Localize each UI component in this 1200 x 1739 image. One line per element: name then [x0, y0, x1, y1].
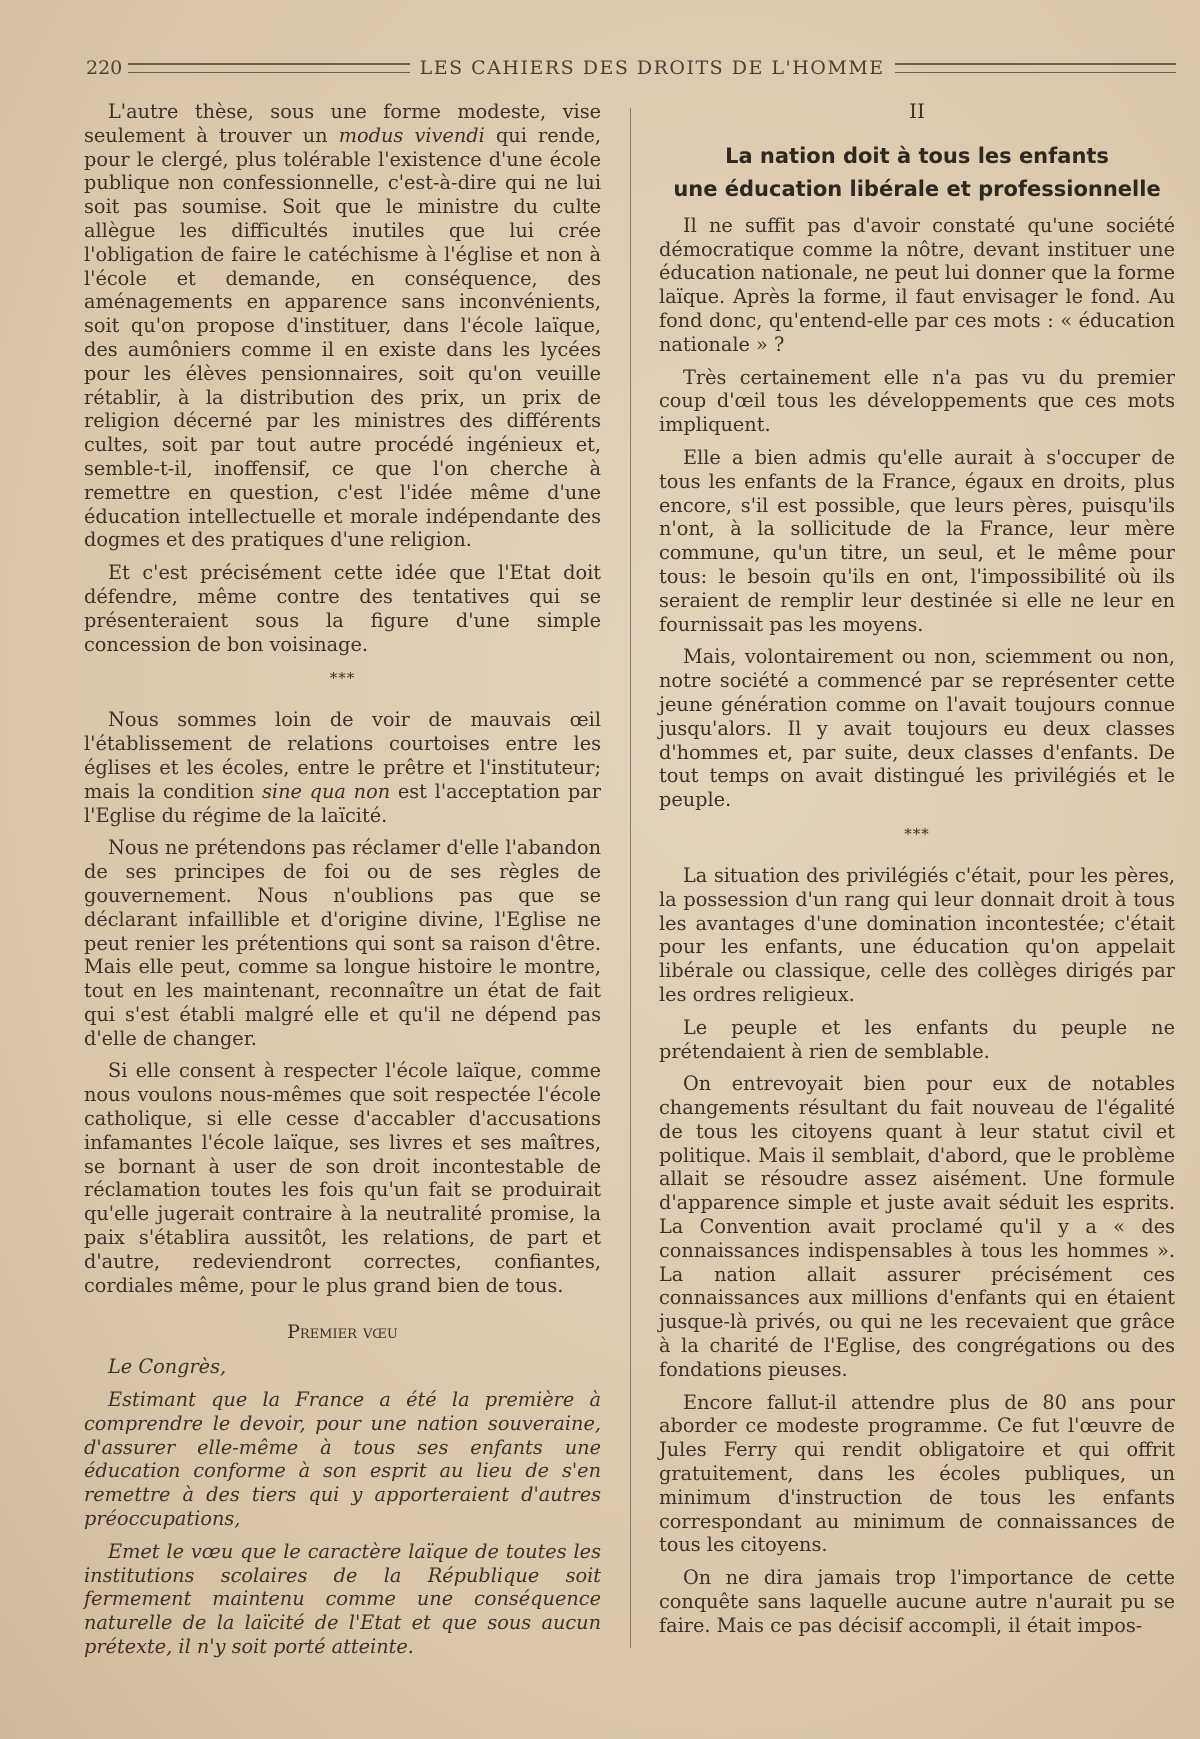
paragraph: On ne dira jamais trop l'importance de cette conquête sans laquelle aucune autre n'aurait pu se faire. Mais ce pas décisif accompli, il était impos- [659, 1566, 1175, 1637]
paragraph: L'autre thèse, sous une forme modeste, vise seulement à trouver un modus vivendi qui rende, pour le clergé, plus tolérable l'existence d'une école publique non confessionnelle, c'est-à-dire qui ne lui soit pas soumise. Soit que le ministre du culte allègue les difficultés inutiles que lui crée l'obligation de faire le catéchisme à l'église et non à l'école et demande, en conséquence, des aménagements en apparence sans inconvénients, soit qu'on propose d'instituer, dans l'école laïque, des aumôniers comme il en existe dans les lycées pour les élèves pensionnaires, soit qu'on veuille rétablir, à la distribution des prix, un prix de religion décerné par les ministres des différents cultes, soit par tout autre procédé ingénieux et, semble-t-il, inoffensif, ce que l'on cherche à remettre en question, c'est l'idée même d'une éducation intellectuelle et morale indépendante des dogmes et des pratiques d'une religion. [84, 100, 601, 552]
section-title [659, 140, 1175, 206]
paragraph: Nous ne prétendons pas réclamer d'elle l'abandon de ses principes de foi ou de ses règles de gouvernement. Nous n'oublions pas que se déclarant infaillible et d'origine divine, l'Eglise ne peut renier les prétentions qui sont sa raison d'être. Mais elle peut, comme sa longue histoire le montre, tout en les maintenant, reconnaître un état de fait qui s'est établi malgré elle et qu'il ne dépend pas d'elle de changer. [84, 836, 601, 1050]
paragraph: Mais, volontairement ou non, sciemment ou non, notre société a commencé par se représenter cette jeune génération comme on l'avait toujours connue jusqu'alors. Il y avait toujours eu deux classes d'hommes et, par suite, deux classes d'enfants. De tout temps on avait distingué les privilégiés et le peuple. [659, 645, 1175, 812]
paragraph: Encore fallut-il attendre plus de 80 ans pour aborder ce modeste programme. Ce fut l'œuvre de Jules Ferry qui rendit obligatoire et qui offrit gratuitement, dans les écoles publiques, un minimum d'instruction de tous les enfants correspondant au minimum de connaissances de tous les citoyens. [659, 1390, 1175, 1557]
section-title-line: une éducation libérale et professionnelle [673, 176, 1161, 201]
left-column [84, 100, 601, 1668]
emphasis: modus vivendi [338, 123, 485, 147]
page-number: 220 [86, 57, 123, 79]
paragraph: Elle a bien admis qu'elle aurait à s'occuper de tous les enfants de la France, égaux en droits, plus encore, s'il est possible, que leurs pères, puisqu'ils n'ont, à la sollicitude de la France, leur mère commune, qu'un titre, un seul, et le même pour tous: le besoin qu'ils en ont, l'impossibilité où ils seraient de remplir leur destinée si elle ne leur en fournissait pas les moyens. [659, 445, 1175, 636]
voeu-heading: Premier vœu [287, 1321, 398, 1344]
paragraph: Nous sommes loin de voir de mauvais œil l'établissement de relations courtoises entre les églises et les écoles, entre le prêtre et l'instituteur; mais la condition sine qua non est l'acceptation par l'Eglise du régime de la laïcité. [84, 708, 601, 827]
header-rule-right [895, 63, 1176, 73]
paragraph: La situation des privilégiés c'était, pour les pères, la possession d'un rang qui leur donnait droit à tous les avantages d'une domination incontestée; c'était pour les enfants, une éducation qu'on appelait libérale ou classique, celle des collèges dirigés par les ordres religieux. [659, 863, 1175, 1006]
section-separator-stars: *** [329, 669, 356, 688]
voeu-paragraph: Le Congrès, [108, 1355, 227, 1379]
paragraph: On entrevoyait bien pour eux de notables changements résultant du fait nouveau de l'égalité de tous les citoyens quant à leur statut civil et politique. Mais il semblait, d'abord, que le problème allait se résoudre assez aisément. Une formule d'apparence simple et juste avait séduit les esprits. La Convention avait proclamé qu'il y a « des connaissances indispensables à tous les hommes ». La nation allait assurer précisément ces connaissances aux millions d'enfants qui en étaient jusque-là privés, ou qui ne les recevaient que grâce à la charité de l'Eglise, des congrégations ou des fondations pieuses. [659, 1072, 1175, 1381]
section-separator-stars: *** [904, 824, 930, 843]
running-title: LES CAHIERS DES DROITS DE L'HOMME [419, 57, 885, 79]
header-rule-left [128, 63, 409, 73]
paragraph: Si elle consent à respecter l'école laïque, comme nous voulons nous-mêmes que soit respectée l'école catholique, si elle cesse d'accabler d'accusations infamantes l'école laïque, ses livres et ses maîtres, se bornant à user de son droit incontestable de réclamation toutes les fois qu'un fait se produirait qu'elle jugerait contraire à la neutralité promise, la paix s'établira aussitôt, les relations, de part et d'autre, redeviendront correctes, confiantes, cordiales même, pour le plus grand bien de tous. [84, 1059, 601, 1297]
section-title-line: La nation doit à tous les enfants [725, 143, 1109, 168]
voeu-paragraph: Emet le vœu que le caractère laïque de toutes les institutions scolaires de la République soit fermement maintenu comme une conséquence naturelle de la laïcité de l'Etat et que sous aucun prétexte, il n'y soit porté atteinte. [84, 1539, 601, 1659]
emphasis: sine qua non [262, 779, 391, 803]
right-column [659, 100, 1175, 1647]
paragraph: Et c'est précisément cette idée que l'Etat doit défendre, même contre des tentatives qui se présenteraient sous la figure d'une simple concession de bon voisinage. [84, 561, 601, 656]
paragraph: Le peuple et les enfants du peuple ne prétendaient à rien de semblable. [659, 1015, 1175, 1063]
running-header [86, 54, 1176, 82]
column-divider [630, 108, 631, 1648]
paragraph: Très certainement elle n'a pas vu du premier coup d'œil tous les développements que ces mots impliquent. [659, 365, 1175, 437]
voeu-paragraph: Estimant que la France a été la première à comprendre le devoir, pour une nation souveraine, d'assurer elle-même à tous ses enfants une éducation conforme à son esprit au lieu de s'en remettre à des tiers qui y apporteraient d'autres préoccupations, [84, 1388, 601, 1531]
section-number: II [909, 99, 925, 123]
paragraph: Il ne suffit pas d'avoir constaté qu'une société démocratique comme la nôtre, devant instituer une éducation nationale, ne peut lui donner que la forme laïque. Après la forme, il faut envisager le fond. Au fond donc, qu'entend-elle par ces mots : « éducation nationale » ? [659, 213, 1175, 356]
